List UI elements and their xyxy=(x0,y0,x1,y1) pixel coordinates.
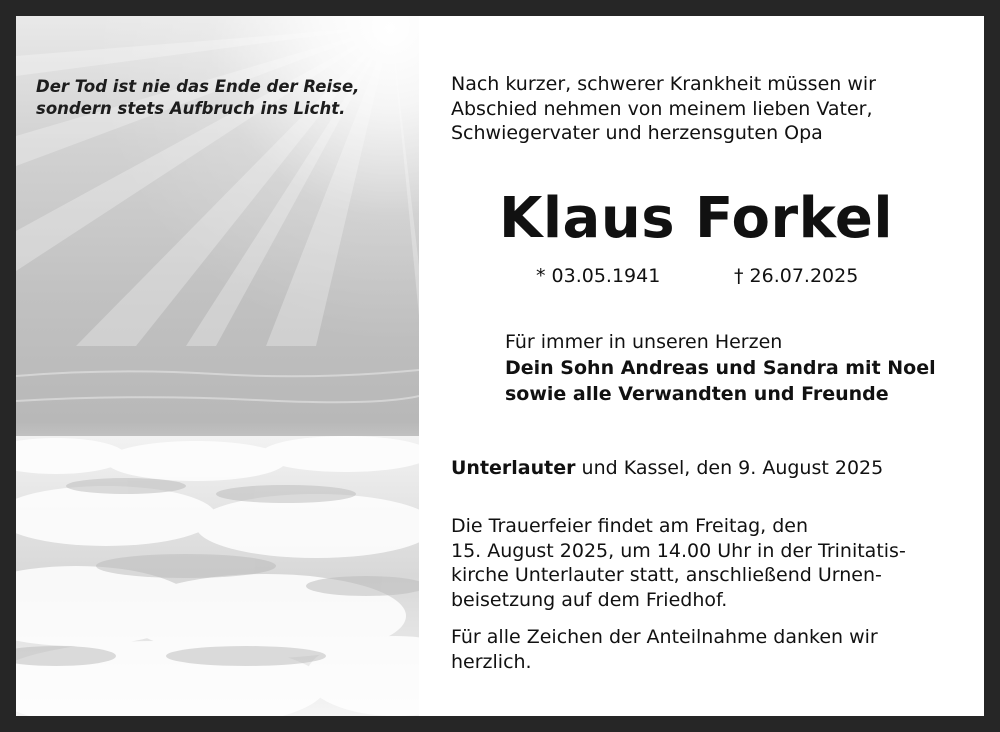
sky-clouds-photo xyxy=(16,16,419,716)
mourners-line: Dein Sohn Andreas und Sandra mit Noel xyxy=(505,357,936,379)
place-and-date xyxy=(451,456,883,481)
funeral-line: beisetzung auf dem Friedhof. xyxy=(451,588,728,611)
announcement-line: Abschied nehmen von meinem lieben Vater, xyxy=(451,97,873,120)
birth-date: * 03.05.1941 xyxy=(536,265,661,287)
remembrance-heading: Für immer in unseren Herzen xyxy=(505,331,783,353)
funeral-line: 15. August 2025, um 14.00 Uhr in der Trinitatis- xyxy=(451,539,906,562)
epitaph-line: Der Tod ist nie das Ende der Reise, xyxy=(36,77,360,96)
mourners-line: sowie alle Verwandten und Freunde xyxy=(505,383,889,405)
thanks-note xyxy=(451,625,946,674)
announcement-line: Nach kurzer, schwerer Krankheit müssen wir xyxy=(451,73,876,95)
announcement-text xyxy=(451,72,946,146)
announcement-line: Schwiegervater und herzensguten Opa xyxy=(451,122,823,144)
deceased-name: Klaus Forkel xyxy=(498,186,894,251)
funeral-details xyxy=(451,514,946,612)
date-line: und Kassel, den 9. August 2025 xyxy=(575,457,884,479)
thanks-line: herzlich. xyxy=(451,650,532,673)
funeral-line: Die Trauerfeier findet am Freitag, den xyxy=(451,515,809,537)
sunrays-clouds-illustration xyxy=(16,16,419,716)
mourners-list xyxy=(505,355,936,407)
death-date: † 26.07.2025 xyxy=(734,265,859,287)
epitaph-line: sondern stets Aufbruch ins Licht. xyxy=(36,99,346,118)
epitaph-quote xyxy=(36,76,416,120)
place-name: Unterlauter xyxy=(451,457,576,479)
thanks-line: Für alle Zeichen der Anteilnahme danken wir xyxy=(451,626,878,648)
funeral-line: kirche Unterlauter statt, anschließend Urnen- xyxy=(451,564,882,586)
